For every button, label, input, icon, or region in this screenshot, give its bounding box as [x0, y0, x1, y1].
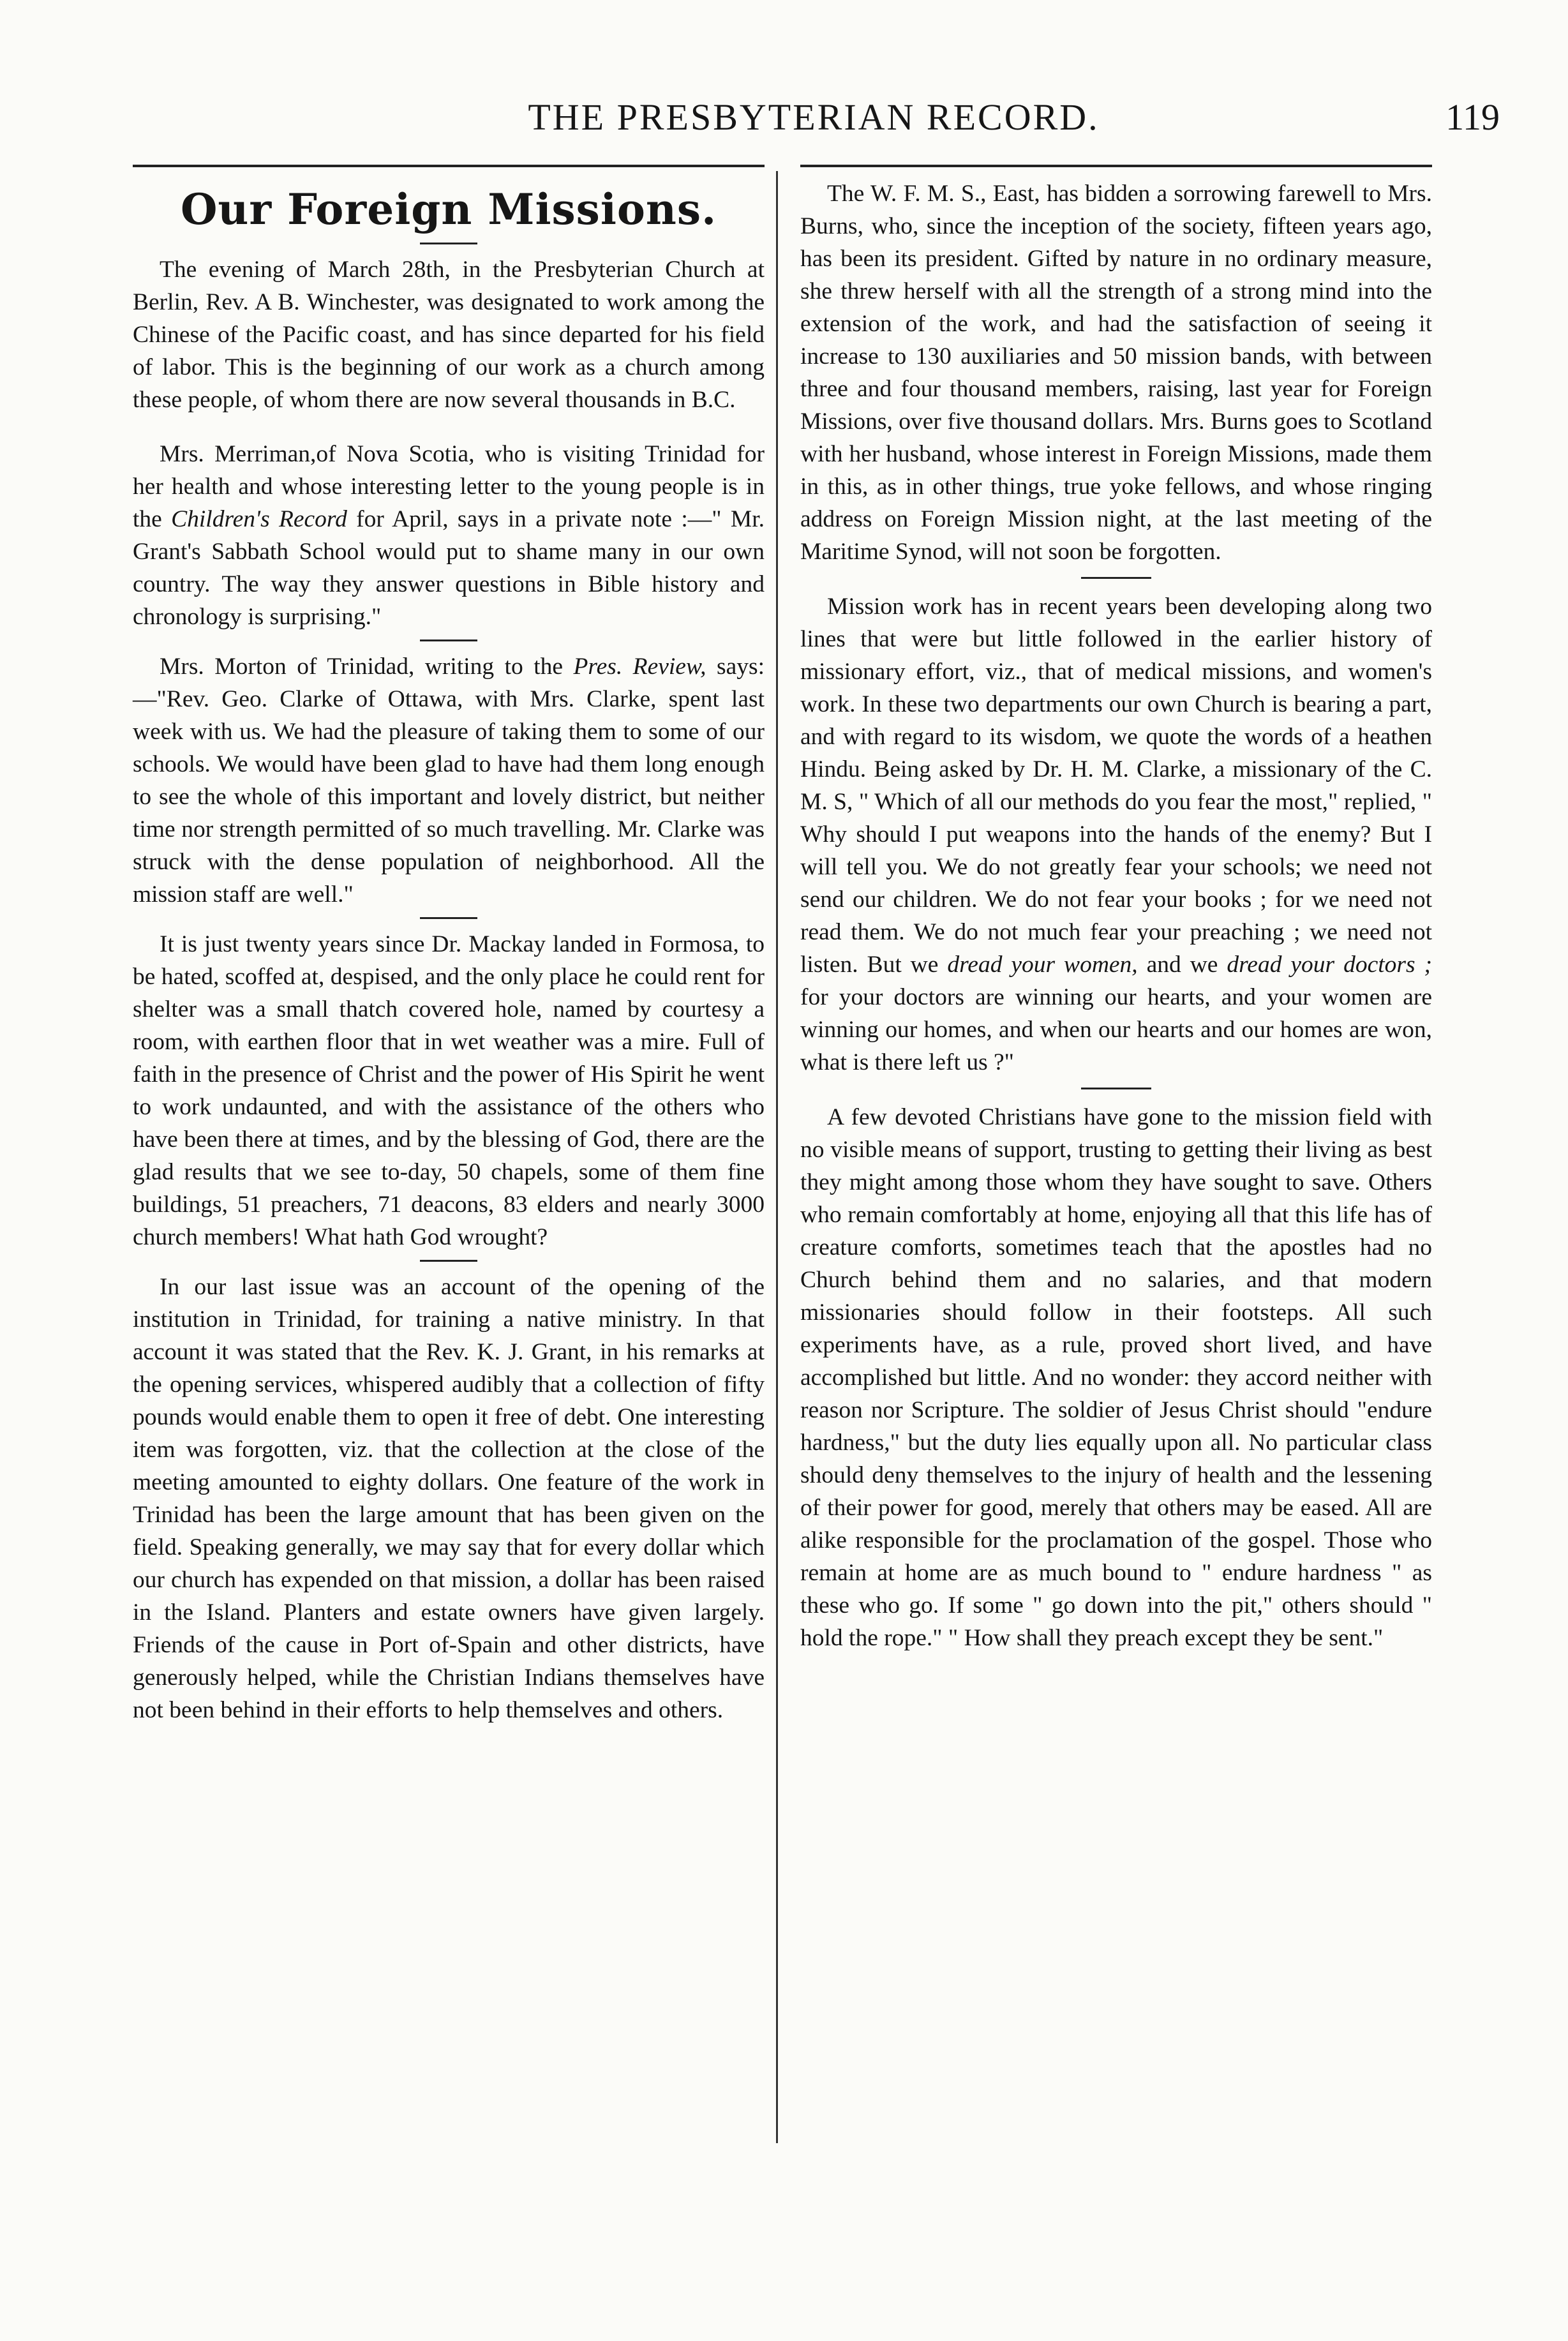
- left-column: [133, 177, 765, 1726]
- italic-publication: Pres. Review,: [573, 654, 706, 680]
- section-title: Our Foreign Missions.: [180, 184, 717, 234]
- article-medical-missions: Mission work has in recent years been developing along two lines that were but little followed in the earlier history of missionary effort, viz., that of medical missions, and women's work. In these two departments our own Church is bearing a part, and with regard to its wisdom, we quote the words of a heathen Hindu. Being asked by Dr. H. M. Clarke, a missionary of the C. M. S, " Which of all our methods do you fear the most," replied, " Why should I put weapons into the hands of the enemy? But I will tell you. We do not greatly fear your schools; we need not send our children. We do not fear your books ; for we need not read them. We do not much fear your preaching ; we need not listen. But we dread your women, and we dread your doctors ; for your doctors are winning our hearts, and your women are winning our homes, and when our hearts and our homes are won, what is there left us ?": [800, 594, 1432, 1075]
- article-morton: Mrs. Morton of Trinidad, writing to the Pres. Review, says:—"Rev. Geo. Clarke of Ottawa, with Mrs. Clarke, spent last week with us. We had the pleasure of taking them to some of our schools. We would have been glad to have had them long enough to see the whole of this important and lovely district, but neither time nor strength permitted of so much travelling. Mr. Clarke was struck with the dense population of neighborhood. All the mission staff are well.": [133, 654, 765, 908]
- page-number: 119: [1445, 96, 1500, 138]
- separator-rule: [420, 639, 477, 641]
- running-title: THE PRESBYTERIAN RECORD.: [528, 96, 1100, 138]
- header-rule-right: [800, 165, 1432, 167]
- italic-publication: Children's Record: [171, 506, 347, 532]
- page-header: [128, 96, 1500, 147]
- italic-quote: dread your doctors ;: [1227, 952, 1432, 978]
- article-burns: The W. F. M. S., East, has bidden a sorrowing farewell to Mrs. Burns, who, since the inception of the society, fifteen years ago, has been its president. Gifted by nature in no ordinary measure, she threw herself with all the strength of a strong mind into the extension of the work, and had the satisfaction of seeing it increase to 130 auxiliaries and 50 mission bands, with between three and four thousand members, raising, last year for Foreign Missions, over five thousand dollars. Mrs. Burns goes to Scotland with her husband, whose interest in Foreign Missions, made them in this, as in other things, true yoke fellows, and whose ringing address on Foreign Mission night, at the last meeting of the Maritime Synod, will not soon be forgotten.: [800, 181, 1432, 565]
- article-mackay: It is just twenty years since Dr. Mackay landed in Formosa, to be hated, scoffed at, despised, and the only place he could rent for shelter was a small thatch covered hole, named by courtesy a room, with earthen floor that in wet weather was a mire. Full of faith in the presence of Christ and the power of His Spirit he went to work undaunted, and with the assistance of the others who have been there at times, and by the blessing of God, there are the glad results that we see to-day, 50 chapels, some of them fine buildings, 51 preachers, 71 deacons, 83 elders and nearly 3000 church members! What hath God wrought?: [133, 931, 765, 1250]
- article-trinidad: In our last issue was an account of the opening of the institution in Trinidad, for training a native ministry. In that account it was stated that the Rev. K. J. Grant, in his remarks at the opening services, whispered audibly that a collection of fifty pounds would enable them to open it free of debt. One interesting item was forgotten, viz. that the collection at the close of the meeting amounted to eighty dollars. One feature of the work in Trinidad has been the large amount that has been given on the field. Speaking generally, we may say that for every dollar which our church has expended on that mission, a dollar has been raised in the Island. Planters and estate owners have given largely. Friends of the cause in Port of-Spain and other districts, have generously helped, while the Christian Indians themselves have not been behind in their efforts to help themselves and others.: [133, 1274, 765, 1723]
- column-divider: [776, 171, 778, 2143]
- separator-rule: [420, 917, 477, 919]
- separator-rule: [1081, 577, 1151, 579]
- separator-rule: [420, 243, 477, 244]
- separator-rule: [420, 1260, 477, 1262]
- article-devoted-christians: A few devoted Christians have gone to the mission field with no visible means of support, trusting to getting their living as best they might among those whom they have sought to save. Others who remain comfortably at home, enjoying all that this life has of creature comforts, sometimes teach that the apostles had no Church behind them and no salaries, and that modern missionaries should follow in their footsteps. All such experiments have, as a rule, proved short lived, and have accomplished but little. And no wonder: they accord neither with reason nor Scripture. The soldier of Jesus Christ should "endure hardness," but the duty lies equally upon all. No particular class should deny themselves to the injury of health and the lessening of their power for good, merely that others may be eased. All are alike responsible for the proclamation of the gospel. Those who remain at home are as much bound to " endure hardness " as these who go. If some " go down into the pit," others should " hold the rope." " How shall they preach except they be sent.": [800, 1104, 1432, 1651]
- article-merriman: Mrs. Merriman,of Nova Scotia, who is visiting Trinidad for her health and whose interesting letter to the young people is in the Children's Record for April, says in a private note :—" Mr. Grant's Sabbath School would put to shame many in our own country. The way they answer questions in Bible history and chronology is surprising.": [133, 441, 765, 630]
- italic-quote: dread your women,: [947, 952, 1138, 978]
- article-winchester: The evening of March 28th, in the Presbyterian Church at Berlin, Rev. A B. Winchester, was designated to work among the Chinese of the Pacific coast, and has since departed for his field of labor. This is the beginning of our work as a church among these people, of whom there are now several thousands in B.C.: [133, 257, 765, 413]
- separator-rule: [1081, 1088, 1151, 1089]
- right-column: [800, 177, 1432, 1654]
- header-rule-left: [133, 165, 765, 167]
